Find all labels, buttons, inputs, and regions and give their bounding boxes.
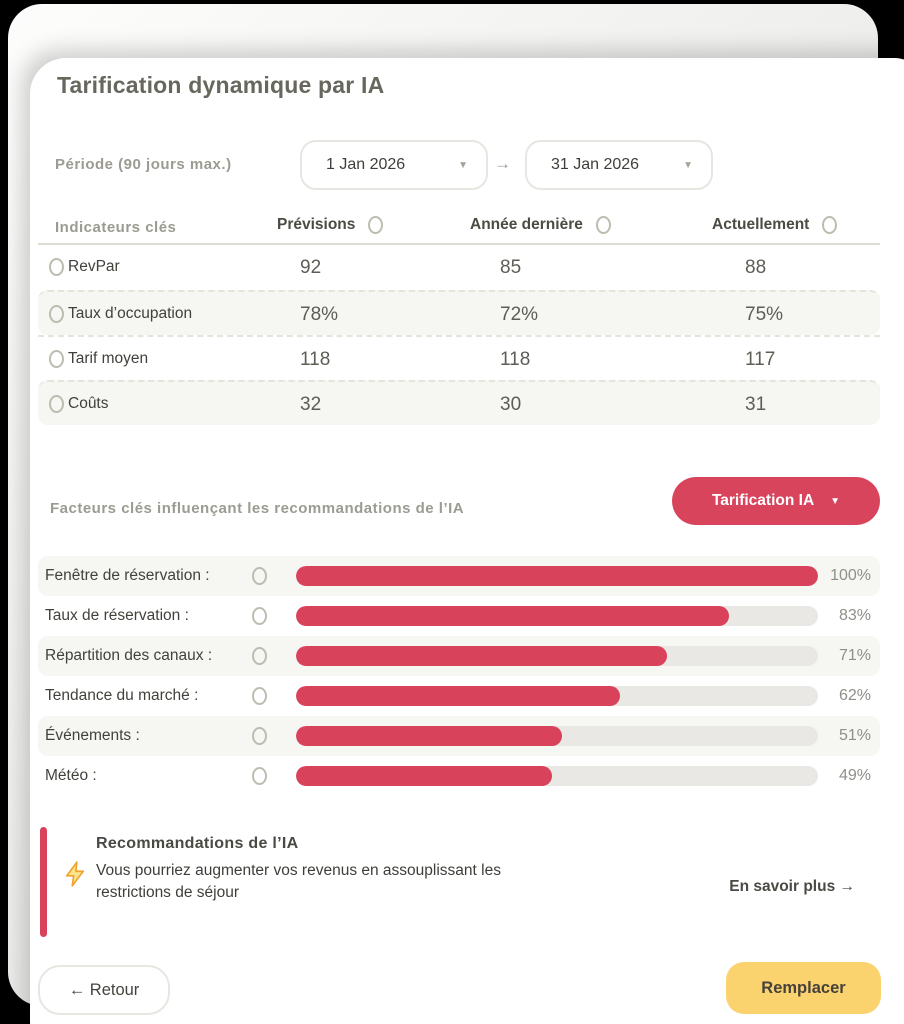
recommendation-body: Vous pourriez augmenter vos revenus en assouplissant les restrictions de séjour bbox=[96, 862, 501, 902]
indicator-label: Coûts bbox=[68, 395, 109, 412]
indicators-label: Indicateurs clés bbox=[55, 219, 177, 236]
radio-icon[interactable] bbox=[49, 395, 64, 413]
radio-icon[interactable] bbox=[49, 350, 64, 368]
radio-icon[interactable] bbox=[252, 567, 267, 585]
factor-bar-fill bbox=[296, 726, 562, 746]
indicator-value-annee-derniere: 72% bbox=[500, 304, 539, 325]
radio-icon[interactable] bbox=[822, 216, 837, 234]
indicator-label: Tarif moyen bbox=[68, 350, 149, 367]
factor-label: Météo : bbox=[45, 767, 97, 784]
column-header-previsions bbox=[277, 216, 383, 234]
factor-label: Taux de réservation : bbox=[45, 607, 189, 624]
indicator-label: RevPar bbox=[68, 258, 120, 275]
range-arrow-icon: → bbox=[494, 154, 511, 173]
indicator-value-actuellement: 117 bbox=[745, 349, 776, 370]
factor-label: Tendance du marché : bbox=[45, 687, 199, 704]
indicators-header bbox=[30, 216, 904, 243]
indicator-value-previsions: 92 bbox=[300, 257, 322, 278]
recommendation-block bbox=[96, 835, 576, 905]
radio-icon[interactable] bbox=[596, 216, 611, 234]
factor-percent: 71% bbox=[838, 647, 871, 664]
chevron-down-icon: ▼ bbox=[458, 159, 468, 171]
start-date-select[interactable] bbox=[300, 140, 488, 190]
factor-bar-track bbox=[296, 646, 818, 666]
radio-icon[interactable] bbox=[252, 607, 267, 625]
factor-label: Fenêtre de réservation : bbox=[45, 567, 210, 584]
indicator-value-annee-derniere: 30 bbox=[500, 394, 522, 415]
factor-bar-fill bbox=[296, 766, 552, 786]
recommendation-title: Recommandations de l’IA bbox=[96, 835, 299, 852]
dynamic-pricing-panel bbox=[30, 58, 904, 1024]
factor-bar-track bbox=[296, 566, 818, 586]
indicator-value-annee-derniere: 85 bbox=[500, 257, 522, 278]
back-button[interactable]: ← Retour bbox=[38, 965, 170, 1015]
factors-title: Facteurs clés influençant les recommandations de l’IA bbox=[50, 500, 465, 517]
factor-row bbox=[38, 596, 880, 636]
factor-bar-fill bbox=[296, 646, 667, 666]
tarification-ia-dropdown[interactable] bbox=[672, 477, 880, 525]
column-header-label: Actuellement bbox=[712, 216, 810, 233]
column-header-label: Année dernière bbox=[470, 216, 583, 233]
column-header-label: Prévisions bbox=[277, 216, 356, 233]
end-date-value: 31 Jan 2026 bbox=[551, 156, 640, 173]
indicator-value-actuellement: 31 bbox=[745, 394, 767, 415]
factor-bars bbox=[38, 556, 880, 796]
factor-row bbox=[38, 716, 880, 756]
replace-button[interactable]: Remplacer bbox=[726, 962, 881, 1014]
indicator-value-previsions: 118 bbox=[300, 349, 331, 370]
factor-row bbox=[38, 756, 880, 796]
chevron-down-icon: ▼ bbox=[683, 159, 693, 171]
factor-bar-track bbox=[296, 686, 818, 706]
end-date-select[interactable] bbox=[525, 140, 713, 190]
factor-bar-track bbox=[296, 726, 818, 746]
table-row bbox=[38, 245, 880, 290]
radio-icon[interactable] bbox=[252, 647, 267, 665]
indicator-value-annee-derniere: 118 bbox=[500, 349, 531, 370]
radio-icon[interactable] bbox=[252, 727, 267, 745]
indicator-value-actuellement: 75% bbox=[745, 304, 784, 325]
page-title: Tarification dynamique par IA bbox=[57, 72, 385, 98]
factor-bar-fill bbox=[296, 566, 818, 586]
factor-row bbox=[38, 676, 880, 716]
factor-bar-fill bbox=[296, 606, 729, 626]
factor-percent: 100% bbox=[830, 567, 871, 584]
factor-label: Événements : bbox=[45, 727, 140, 744]
factor-percent: 49% bbox=[838, 767, 871, 784]
factor-row bbox=[38, 636, 880, 676]
factor-row bbox=[38, 556, 880, 596]
period-label: Période (90 jours max.) bbox=[55, 156, 232, 173]
indicators-rows bbox=[38, 245, 880, 425]
learn-more-link[interactable]: En savoir plus → bbox=[729, 878, 855, 895]
dropdown-label: Tarification IA bbox=[711, 492, 815, 509]
radio-icon[interactable] bbox=[252, 767, 267, 785]
factor-label: Répartition des canaux : bbox=[45, 647, 213, 664]
factor-bar-track bbox=[296, 606, 818, 626]
factor-percent: 51% bbox=[838, 727, 871, 744]
start-date-value: 1 Jan 2026 bbox=[326, 156, 406, 173]
factor-bar-fill bbox=[296, 686, 620, 706]
indicator-value-previsions: 32 bbox=[300, 394, 322, 415]
radio-icon[interactable] bbox=[252, 687, 267, 705]
indicator-value-actuellement: 88 bbox=[745, 257, 767, 278]
column-header-annee-derniere bbox=[470, 216, 611, 234]
indicator-value-previsions: 78% bbox=[300, 304, 339, 325]
radio-icon[interactable] bbox=[49, 258, 64, 276]
table-row bbox=[38, 290, 880, 335]
recommendation-accent-bar bbox=[40, 827, 47, 937]
factor-bar-track bbox=[296, 766, 818, 786]
column-header-actuellement bbox=[712, 216, 837, 234]
radio-icon[interactable] bbox=[368, 216, 383, 234]
chevron-down-icon: ▼ bbox=[830, 495, 841, 507]
factor-percent: 62% bbox=[838, 687, 871, 704]
lightning-icon bbox=[64, 861, 86, 887]
radio-icon[interactable] bbox=[49, 305, 64, 323]
factor-percent: 83% bbox=[838, 607, 871, 624]
table-row bbox=[38, 335, 880, 380]
table-row bbox=[38, 380, 880, 425]
indicator-label: Taux d’occupation bbox=[68, 305, 193, 322]
